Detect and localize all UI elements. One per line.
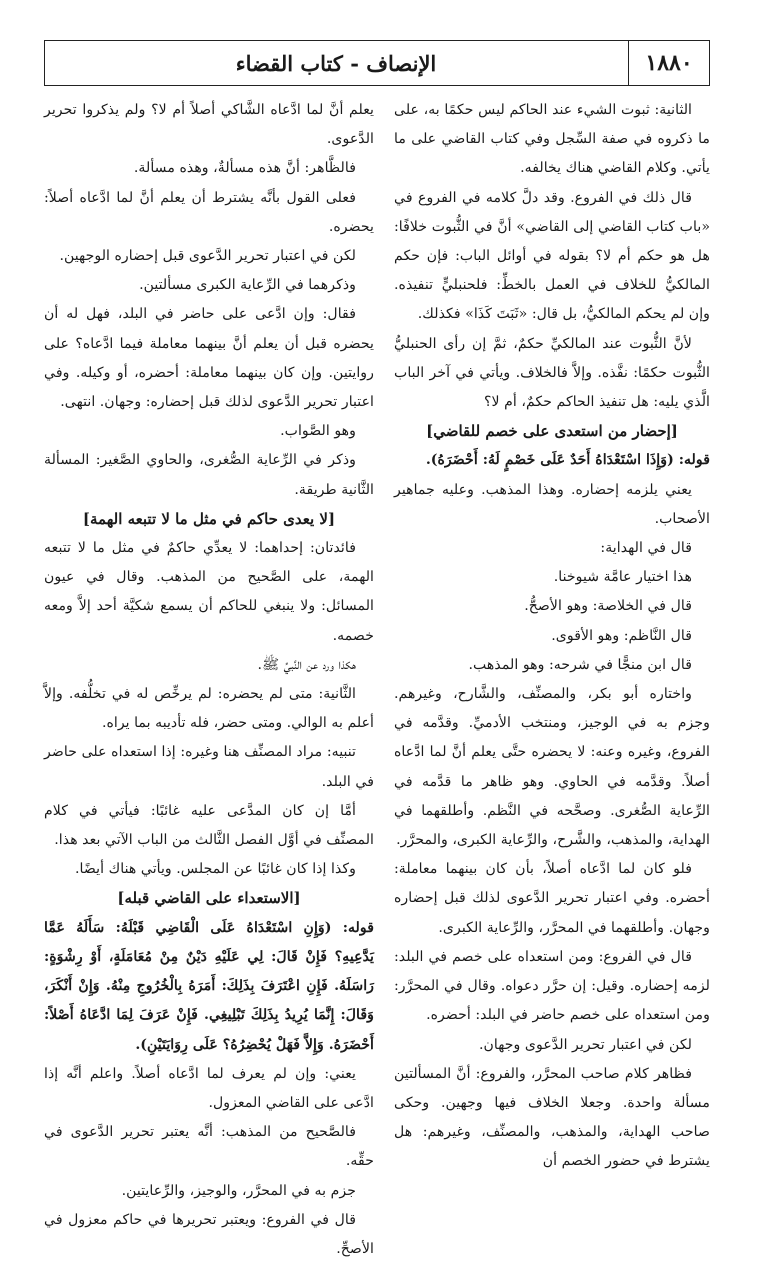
left-paragraph: فالصَّحيح من المذهب: أنَّه يعتبر تحرير الدَّعوى في حقِّه. <box>44 1124 374 1170</box>
left-paragraph: قال في الفروع: ويعتبر تحريرها في حاكم معزول في الأصحِّ. <box>44 1211 374 1257</box>
right-paragraph: قال النَّاظم: وهو الأقوى. <box>551 627 692 644</box>
left-quoted-text: قوله: (وَإِنِ اسْتَعْدَاهُ عَلَى الْقَاضِي قَبْلَهُ: سَأَلَهُ عَمَّا يَدَّعِيهِ؟ فَإِنْ قَالَ: لِي عَلَيْهِ دَيْنٌ مِنْ مُعَامَلَةٍ، أَوْ رِشْوَةٍ: رَاسَلَهُ. فَإِنِ اعْتَرَفَ بِذَلِكَ: أَمَرَهُ بِالْخُرُوجِ مِنْهُ. وَإِنْ أَنْكَرَ، وَقَالَ: إِنَّمَا يُرِيدُ بِذَلِكَ تَبْلِيغِي. فَإِنْ عَرَفَ لِمَا ادَّعَاهُ أَصْلاً: أَحْضَرَهُ. وَإِلاَّ فَهَلْ يُحْضِرُهُ؟ عَلَى رِوَايَتَيْنِ). <box>44 919 374 1053</box>
left-section-heading: [لا يعدى حاكم في مثل ما لا تتبعه الهمة] <box>82 509 336 528</box>
left-paragraph: وذكر في الرِّعاية الصُّغرى، والحاوي الصَّغير: المسألة الثَّانية طريقة. <box>44 452 374 498</box>
right-quoted-text: قوله: (وَإِذَا اسْتَعْدَاهُ أَحَدٌ عَلَى خَصْمٍ لَهُ: أَحْضَرَهُ). <box>425 452 710 469</box>
left-paragraph: جزم به في المحرَّر، والوجيز، والرِّعايتين. <box>121 1182 356 1199</box>
left-paragraph: فعلى القول بأنَّه يشترط أن يعلم أنَّ لما ادَّعاه أصلاً: يحضره. <box>44 189 374 235</box>
right-paragraph: فلو كان لما ادَّعاه أصلاً، بأن كان بينهما معاملة: أحضره. وفي اعتبار تحرير الدَّعوى لذلك قبل إحضاره وجهان. وأطلقهما في المحرَّر، والرِّعاية الكبرى. <box>394 861 710 936</box>
right-paragraph: قال في الهداية: <box>600 540 692 557</box>
left-paragraph: فالظَّاهر: أنَّ هذه مسألةٌ، وهذه مسألة. <box>133 160 356 177</box>
left-paragraph: وذكرهما في الرِّعاية الكبرى مسألتين. <box>139 277 356 294</box>
right-paragraph: لأنَّ الثُّبوت عند المالكيِّ حكمٌ، ثمَّ إن رأى الحنبليُّ الثُّبوت حكمًا: نفَّذه. وإلاَّ فالخلاف. ويأتي في آخر الباب الَّذي يليه: هل تنفيذ الحاكم حكمٌ، أم لا؟ <box>394 335 710 411</box>
left-paragraph: فقال: وإن ادَّعى على حاضر في البلد، فهل له أن يحضره قبل أن يعلم أنَّ بينهما معاملة فيما ادَّعاه؟ على روايتين. وإن كان بينهما معاملة: أحضره، أو وكيله. وفي اعتبار تحرير الدَّعوى لذلك قبل إحضاره: وجهان. انتهى. <box>44 306 374 411</box>
right-paragraph: قال ابن منجًّا في شرحه: وهو المذهب. <box>468 656 692 673</box>
right-text-column <box>394 96 710 1170</box>
left-paragraph: وكذا إذا كان غائبًا عن المجلس. ويأتي هناك أيضًا. <box>75 861 356 878</box>
left-paragraph: يعلم أنَّ لما ادَّعاه الشَّاكي أصلاً أم لا؟ ولم يذكروا تحرير الدَّعوى. <box>44 102 374 148</box>
right-paragraph: الثانية: ثبوت الشيء عند الحاكم ليس حكمًا به، على ما ذكروه في صفة السِّجل وفي كتاب القاضي على ما يأتي. وكلام القاضي هناك يخالفه. <box>394 102 710 177</box>
running-title: الإنصاف - كتاب القضاء <box>235 50 437 76</box>
left-text-column <box>44 96 374 1257</box>
left-paragraph: يعني: وإن لم يعرف لما ادَّعاه أصلاً. واعلم أنَّه إذا ادَّعى على القاضي المعزول. <box>44 1065 374 1111</box>
left-paragraph: هكذا ورد عن النَّبيِّ ﷺ. <box>257 656 356 673</box>
right-section-heading: [إحضار من استعدى على خصم للقاضي] <box>426 422 678 441</box>
right-paragraph: واختاره أبو بكر، والمصنِّف، والشَّارح، وغيرهم. وجزم به في الوجيز، ومنتخب الأدميِّ. وقدَّمه في الفروع، وغيره وعنه: لا يحضره حتَّى يعلم أنَّ لما ادَّعاه أصلاً. وقدَّمه في الحاوي. وهو ظاهر ما قدَّمه في الرِّعاية الصُّغرى. وصحَّحه في النَّظم. وأطلقهما في الهداية، والمذهب، والشَّرح، والرِّعاية الكبرى، والمحرَّر. <box>394 686 710 849</box>
left-section-heading: [الاستعداء على القاضي قبله] <box>117 889 301 908</box>
running-header <box>44 40 710 86</box>
right-paragraph: يعني يلزمه إحضاره. وهذا المذهب. وعليه جماهير الأصحاب. <box>394 481 710 527</box>
right-paragraph: هذا اختيار عامَّة شيوخنا. <box>553 569 692 586</box>
left-paragraph: تنبيه: مراد المصنِّف هنا وغيره: إذا استعداه على حاضر في البلد. <box>44 744 374 790</box>
left-paragraph: لكن في اعتبار تحرير الدَّعوى قبل إحضاره الوجهين. <box>59 248 356 265</box>
left-paragraph: فائدتان: إحداهما: لا يعدِّي حاكمٌ في مثل ما لا تتبعه الهمة، على الصَّحيح من المذهب. وقال في عيون المسائل: ولا ينبغي للحاكم أن يسمع شكيَّة أحد إلاَّ ومعه خصمه. <box>44 540 374 644</box>
left-paragraph: أمَّا إن كان المدَّعى عليه غائبًا: فيأتي في كلام المصنِّف في أوَّل الفصل الثَّالث من الباب الآتي بعد هذا. <box>44 802 374 849</box>
right-paragraph: قال في الخلاصة: وهو الأصحُّ. <box>524 598 692 615</box>
right-paragraph: قال ذلك في الفروع. وقد دلَّ كلامه في الفروع في «باب كتاب القاضي إلى القاضي» أنَّ في الثُّبوت خلافًا: هل هو حكم أم لا؟ بقوله في أوائل الباب: فإن حكم المالكيُّ للخلاف في العمل بالخطِّ: فلحنبليٍّ تنفيذه. وإن لم يحكم المالكيُّ، بل قال: «ثَبَتَ كَذَا» فكذلك. <box>394 189 710 323</box>
left-paragraph: الثَّانية: متى لم يحضره: لم يرخِّص له في تخلُّفه. وإلاَّ أعلم به الوالي. ومتى حضر، فله تأديبه بما يراه. <box>44 686 374 732</box>
right-paragraph: فظاهر كلام صاحب المحرَّر، والفروع: أنَّ المسألتين مسألة واحدة. وجعلا الخلاف فيها وجهين. وحكى صاحب الهداية، والمذهب، والمصنِّف، وغيرهم: هل يشترط في حضور الخصم أن <box>394 1065 710 1170</box>
page-number: ١٨٨٠ <box>645 50 693 76</box>
left-paragraph: وهو الصَّواب. <box>280 423 356 440</box>
right-paragraph: قال في الفروع: ومن استعداه على خصم في البلد: لزمه إحضاره. وقيل: إن حرَّر دعواه. وقال في المحرَّر: ومن استعداه على خصم حاضر في البلد: أحضره. <box>394 948 710 1024</box>
right-paragraph: لكن في اعتبار تحرير الدَّعوى وجهان. <box>479 1036 692 1053</box>
